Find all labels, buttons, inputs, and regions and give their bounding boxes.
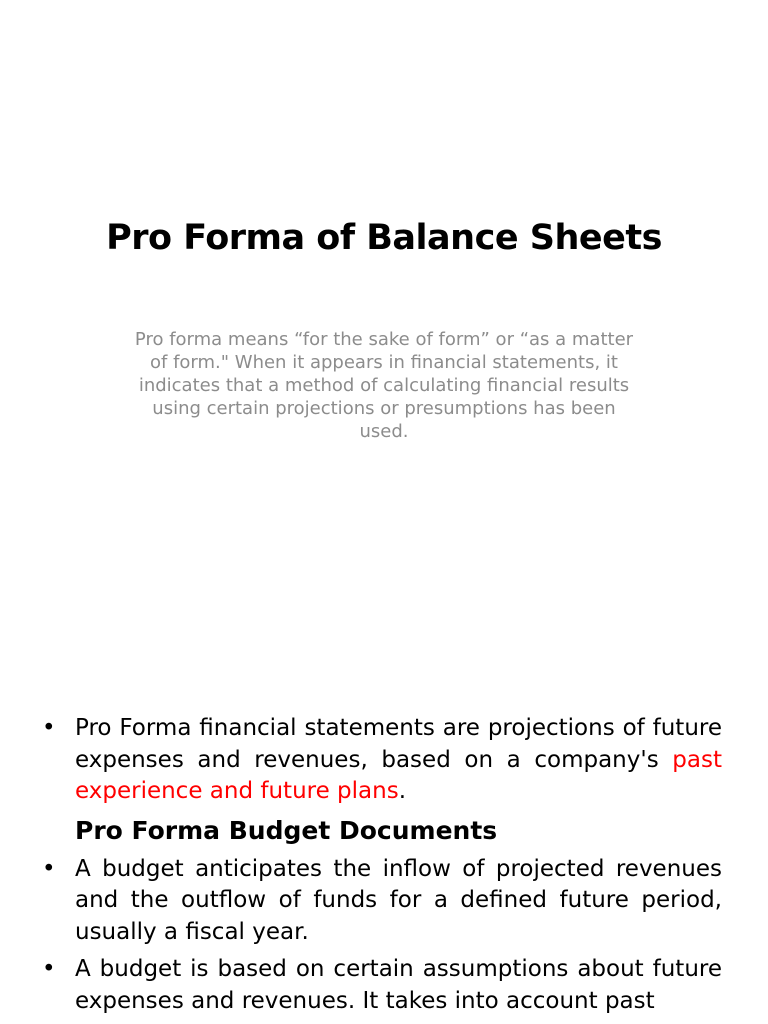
bullet-1-highlight: past experience and future plans bbox=[75, 746, 722, 804]
bullet-1-text: Pro Forma financial statements are projections of future expenses and revenues, based on a company's bbox=[75, 715, 722, 773]
bullet-3-text: A budget is based on certain assumptions about future expenses and revenues. It takes into account past bbox=[75, 956, 722, 1014]
bullet-icon: • bbox=[42, 956, 56, 982]
bullet-icon: • bbox=[42, 855, 56, 882]
content-body bbox=[40, 713, 722, 1023]
bullet-1-text-end: . bbox=[398, 778, 407, 804]
slide-subtitle: Pro forma means “for the sake of form” or “as a matter of form." When it appears in financial statements, it indicates that a method of calculating financial results using certain projections or presumptions has been used. bbox=[134, 329, 634, 442]
bullet-icon: • bbox=[42, 715, 56, 741]
bullet-item-2 bbox=[40, 854, 722, 949]
bullet-2-text: A budget anticipates the inflow of projected revenues and the outflow of funds for a defined future period, usually a fiscal year. bbox=[75, 855, 722, 945]
bullet-item-3 bbox=[40, 954, 722, 1017]
section-heading: Pro Forma Budget Documents bbox=[75, 815, 498, 845]
slide-title: Pro Forma of Balance Sheets bbox=[106, 218, 662, 258]
bullet-item-1 bbox=[40, 713, 722, 808]
